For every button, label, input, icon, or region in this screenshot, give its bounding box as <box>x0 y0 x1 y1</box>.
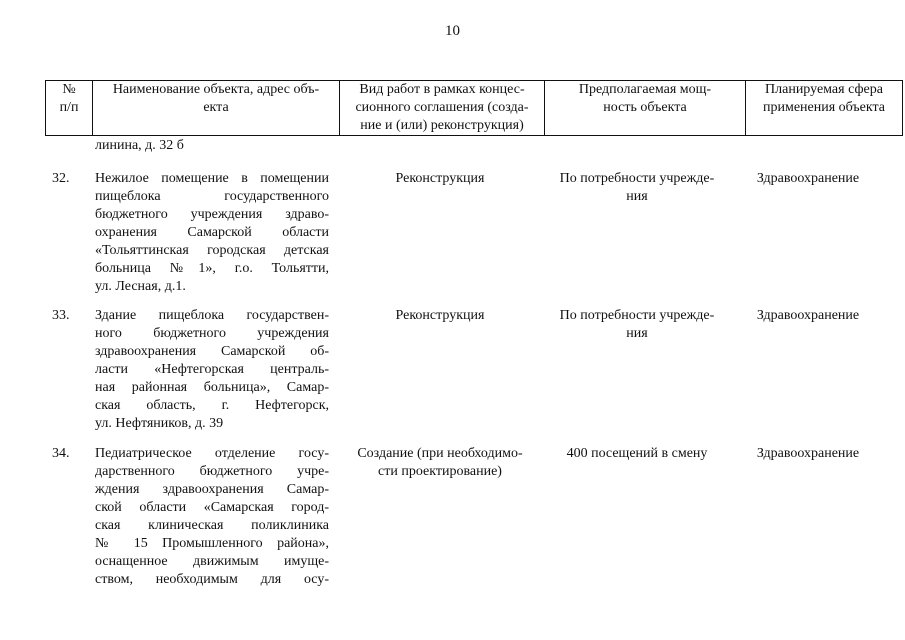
header-col-number <box>46 81 93 136</box>
name-line: Педиатрическое отделение госу- <box>95 446 329 461</box>
page-number: 10 <box>445 23 460 39</box>
work-line: Реконструкция <box>395 171 485 186</box>
work-type <box>340 307 540 325</box>
name-line: Здание пищеблока государствен- <box>95 308 329 323</box>
name-line: охранения Самарской области <box>95 225 329 240</box>
capacity-line: ния <box>626 189 648 204</box>
work-line: Реконструкция <box>395 308 485 323</box>
name-line: Нежилое помещение в помещении <box>95 171 329 186</box>
name-line: ного бюджетного учреждения <box>95 326 329 341</box>
object-name <box>95 445 329 589</box>
name-line: здравоохранения Самарской об- <box>95 344 329 359</box>
name-line: бюджетного учреждения здраво- <box>95 207 329 222</box>
header-text: ние и (или) реконструкция) <box>360 118 524 133</box>
header-text: екта <box>203 100 229 115</box>
application-sphere: Здравоохранение <box>756 171 860 186</box>
header-text: применения объекта <box>762 100 886 115</box>
header-text: п/п <box>59 100 79 115</box>
work-line: сти проектирование) <box>378 464 502 479</box>
header-text: Вид работ в рамках концес- <box>359 82 525 97</box>
header-text: Предполагаемая мощ- <box>578 82 712 97</box>
name-line: пищеблока государственного <box>95 189 329 204</box>
header-text: сионного соглашения (созда- <box>355 100 529 115</box>
name-line: ул. Лесная, д.1. <box>95 279 186 294</box>
application-sphere: Здравоохранение <box>756 446 860 461</box>
header-text: ность объекта <box>603 100 687 115</box>
capacity-line: 400 посещений в смену <box>566 446 708 461</box>
application-sphere: Здравоохранение <box>756 308 860 323</box>
name-line: № 15 Промышленного района», <box>95 536 329 551</box>
capacity <box>540 307 734 343</box>
header-col-name <box>93 81 340 136</box>
name-line: ждения здравоохранения Самар- <box>95 482 329 497</box>
header-col-sphere <box>746 81 903 136</box>
capacity-line: ния <box>626 326 648 341</box>
object-name <box>95 170 329 296</box>
name-line: дарственного бюджетного учре- <box>95 464 329 479</box>
name-line: больница №1», г.о. Тольятти, <box>95 261 329 276</box>
table-header <box>45 80 903 136</box>
row-number: 32. <box>52 171 70 186</box>
row-number: 34. <box>52 446 70 461</box>
name-line: ул. Нефтяников, д. 39 <box>95 416 224 431</box>
name-line: ством, необходимым для осу- <box>95 572 329 587</box>
capacity <box>540 170 734 206</box>
row-number: 33. <box>52 308 70 323</box>
object-name <box>95 307 329 433</box>
header-col-power <box>545 81 746 136</box>
name-line: ская клиническая поликлиника <box>95 518 329 533</box>
capacity <box>540 445 734 463</box>
work-type <box>340 170 540 188</box>
name-line: ской области «Самарская город- <box>95 500 329 515</box>
work-type <box>340 445 540 481</box>
name-line: оснащенное движимым имуще- <box>95 554 329 569</box>
name-line: ная районная больница», Самар- <box>95 380 329 395</box>
capacity-line: По потребности учрежде- <box>559 308 715 323</box>
header-col-work <box>340 81 545 136</box>
name-line: ская область, г. Нефтегорск, <box>95 398 329 413</box>
header-text: № <box>62 82 76 97</box>
work-line: Создание (при необходимо- <box>357 446 523 461</box>
name-line: «Тольяттинская городская детская <box>95 243 329 258</box>
continuation-text: линина, д. 32 б <box>95 138 184 153</box>
header-text: Наименование объекта, адрес объ- <box>112 82 320 97</box>
header-text: Планируемая сфера <box>765 82 883 97</box>
name-line: ласти «Нефтегорская централь- <box>95 362 329 377</box>
capacity-line: По потребности учрежде- <box>559 171 715 186</box>
